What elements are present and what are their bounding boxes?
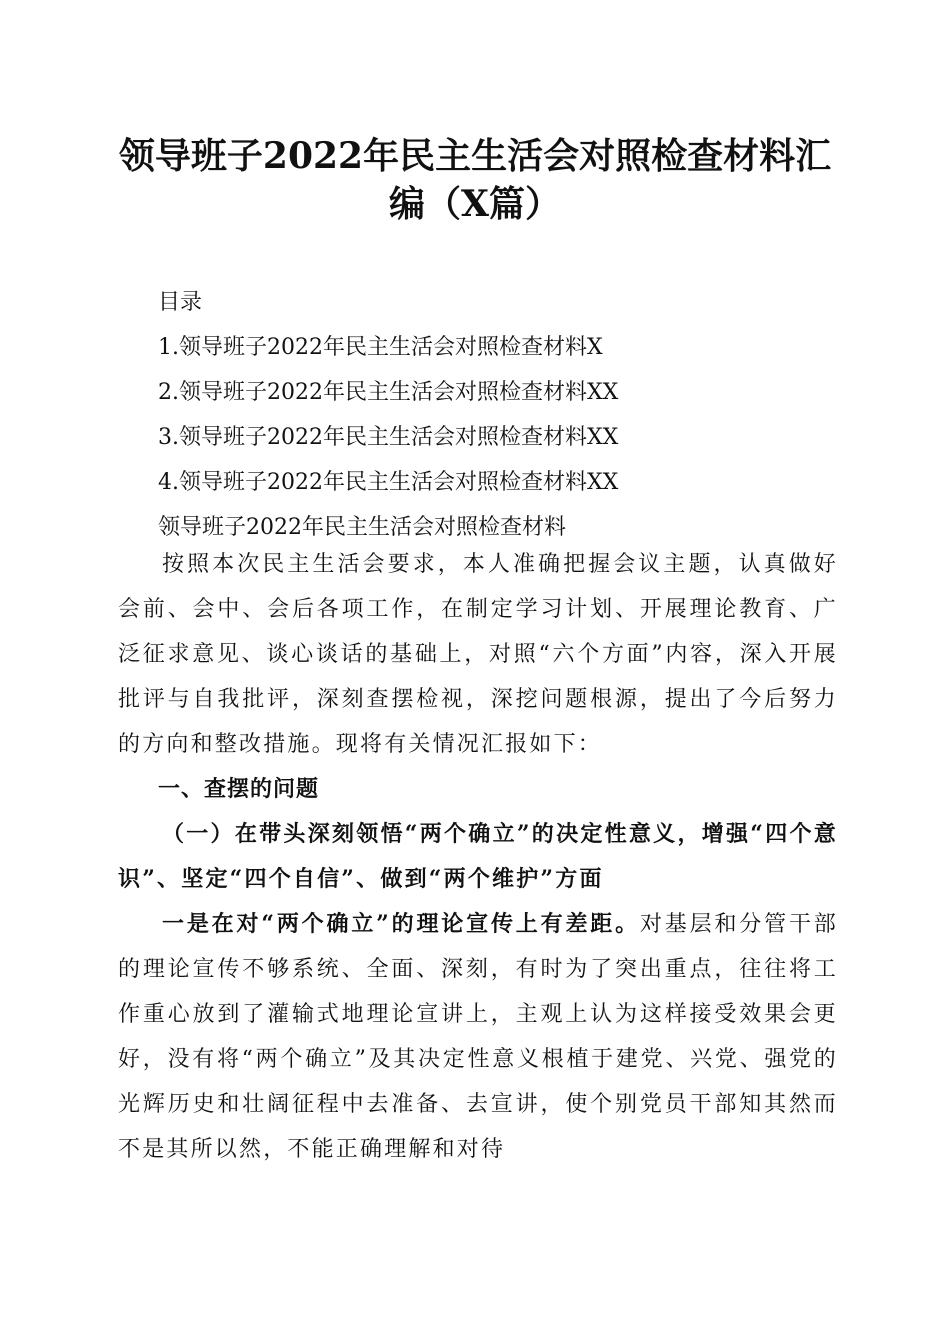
table-of-contents [158,280,858,550]
toc-item-2: 2.领导班子2022年民主生活会对照检查材料XX [158,380,619,405]
title-line-1: 领导班子2022年民主生活会对照检查材料汇 [118,135,832,177]
toc-subtitle: 领导班子2022年民主生活会对照检查材料 [158,515,566,540]
section-heading-1: 一、查摆的问题 [158,777,320,802]
point-lead-1: 一是在对“两个确立”的理论宣传上有差距。 [162,911,640,937]
document-title [100,132,850,228]
toc-item-4: 4.领导班子2022年民主生活会对照检查材料XX [158,470,619,495]
title-line-2: 编（X篇） [389,183,561,225]
point-paragraph-1 [118,902,838,1172]
toc-item-3: 3.领导班子2022年民主生活会对照检查材料XX [158,425,619,450]
toc-item-1: 1.领导班子2022年民主生活会对照检查材料X [158,335,603,360]
point-text-1: 对基层和分管干部的理论宣传不够系统、全面、深刻，有时为了突出重点，往往将工作重心放到了灌输式地理论宣讲上，主观上认为这样接受效果会更好，没有将“两个确立”及其决定性意义根植于建党、兴党、强党的光辉历史和壮阔征程中去准备、去宣讲，使个别党员干部知其然而不是其所以然，不能正确理解和对待 [118,912,838,1162]
toc-heading: 目录 [158,290,203,315]
subsection-heading-1: （一）在带头深刻领悟“两个确立”的决定性意义，增强“四个意识”、坚定“四个自信”、做到“两个维护”方面 [118,821,838,892]
intro-paragraph: 按照本次民主生活会要求，本人准确把握会议主题，认真做好会前、会中、会后各项工作，在制定学习计划、开展理论教育、广泛征求意见、谈心谈话的基础上，对照“六个方面”内容，深入开展批评与自我批评，深刻查摆检视，深挖问题根源，提出了今后努力的方向和整改措施。现将有关情况汇报如下： [118,552,838,757]
document-body [118,542,838,1172]
